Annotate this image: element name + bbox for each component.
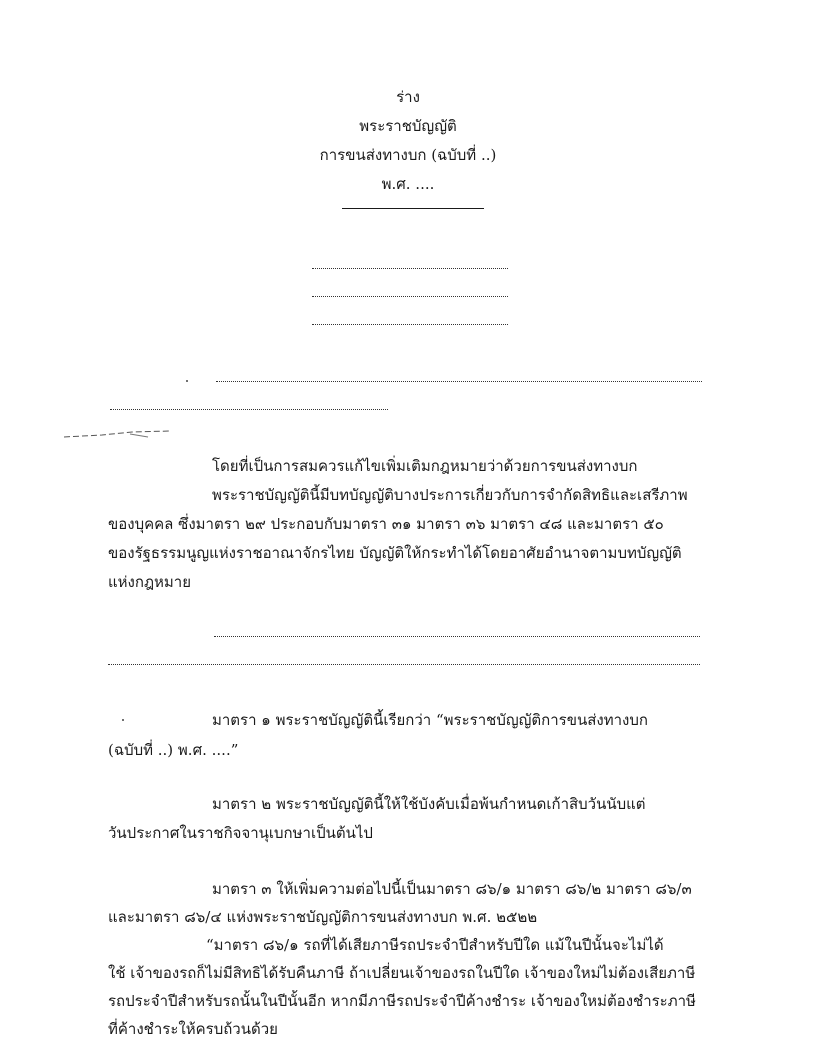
scan-mark	[62, 428, 182, 442]
section-3-line: มาตรา ๓ ให้เพิ่มความต่อไปนี้เป็นมาตรา ๘๖/๑ มาตรา ๘๖/๒ มาตรา ๘๖/๓	[212, 880, 692, 898]
draft-label: ร่าง	[396, 88, 420, 106]
section-2-line: มาตรา ๒ พระราชบัญญัตินี้ให้ใช้บังคับเมื่อพ้นกำหนดเก้าสิบวันนับแต่	[212, 795, 646, 813]
placeholder-line	[312, 296, 508, 297]
section-1-line: มาตรา ๑ พระราชบัญญัตินี้เรียกว่า “พระราชบัญญัติการขนส่งทางบก	[212, 711, 648, 729]
preamble-intro: โดยที่เป็นการสมควรแก้ไขเพิ่มเติมกฎหมายว่าด้วยการขนส่งทางบก	[212, 457, 638, 475]
section-86-1-line: รถประจำปีสำหรับรถนั้นในปีนั้นอีก หากมีภาษีรถประจำปีค้างชำระ เจ้าของใหม่ต้องชำระภาษี	[108, 992, 696, 1010]
section-2-line: วันประกาศในราชกิจจานุเบกษาเป็นต้นไป	[108, 824, 373, 842]
act-type-title: พระราชบัญญัติ	[359, 117, 457, 135]
placeholder-line	[216, 381, 702, 382]
act-name-title: การขนส่งทางบก (ฉบับที่ ..)	[319, 146, 497, 164]
section-3-line: และมาตรา ๘๖/๔ แห่งพระราชบัญญัติการขนส่งทางบก พ.ศ. ๒๕๒๒	[108, 908, 538, 926]
scan-speck	[186, 380, 188, 382]
section-86-1-line: ที่ค้างชำระให้ครบถ้วนด้วย	[108, 1020, 278, 1038]
placeholder-line	[108, 664, 700, 665]
act-year: พ.ศ. ....	[381, 175, 435, 193]
section-86-1-line: ใช้ เจ้าของรถก็ไม่มีสิทธิได้รับคืนภาษี ถ้าเปลี่ยนเจ้าของรถในปีใด เจ้าของใหม่ไม่ต้องเสียภาษี	[108, 964, 696, 982]
preamble-rights-line: ของรัฐธรรมนูญแห่งราชอาณาจักรไทย บัญญัติให้กระทำได้โดยอาศัยอำนาจตามบทบัญญัติ	[108, 544, 682, 562]
preamble-rights-line: แห่งกฎหมาย	[108, 573, 192, 591]
title-underline	[342, 208, 484, 209]
section-1-line: (ฉบับที่ ..) พ.ศ. ....”	[108, 741, 239, 759]
placeholder-line	[110, 409, 388, 410]
section-86-1-line: “มาตรา ๘๖/๑ รถที่ได้เสียภาษีรถประจำปีสำหรับปีใด แม้ในปีนั้นจะไม่ได้	[206, 936, 664, 954]
scan-speck	[122, 719, 124, 721]
preamble-rights-line: พระราชบัญญัตินี้มีบทบัญญัติบางประการเกี่ยวกับการจำกัดสิทธิและเสรีภาพ	[212, 486, 688, 504]
preamble-rights-line: ของบุคคล ซึ่งมาตรา ๒๙ ประกอบกับมาตรา ๓๑ มาตรา ๓๖ มาตรา ๔๘ และมาตรา ๕๐	[108, 515, 664, 533]
placeholder-line	[214, 636, 700, 637]
placeholder-line	[312, 268, 508, 269]
placeholder-line	[312, 324, 508, 325]
